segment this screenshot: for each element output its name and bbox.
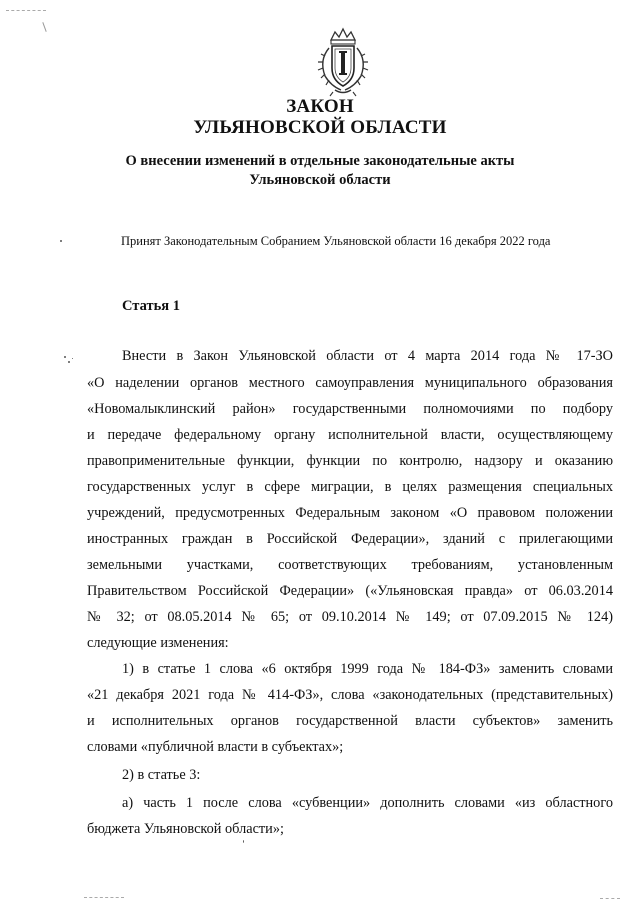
scan-mark-bottom [84, 897, 124, 899]
body-line: Внести в Закон Ульяновской области от 4 марта 2014 года № 17-ЗО [122, 348, 613, 364]
body-line: государственных услуг в сфере миграции, в целях размещения специальных [87, 479, 613, 495]
scan-mark-top [6, 10, 46, 12]
body-line: и передаче федеральному органу исполнительной власти, осуществляющему [87, 427, 613, 443]
article-heading: Статья 1 [122, 298, 180, 314]
body-line: Правительством Российской Федерации» («Ульяновская правда» от 06.03.2014 [87, 583, 613, 599]
amendment-subitem: а) часть 1 после слова «субвенции» дополнить словами «из областного [122, 795, 613, 811]
scan-speck [64, 356, 66, 358]
body-line: «О наделении органов местного самоуправления муниципального образования [87, 375, 613, 391]
body-line: иностранных граждан в Российской Федерации», зданий с прилегающими [87, 531, 613, 547]
scan-mark-bottom-right [600, 898, 620, 900]
amendment-item: 1) в статье 1 слова «6 октября 1999 года № 184-ФЗ» заменить словами [122, 661, 613, 677]
amendment-item: 2) в статье 3: [122, 767, 201, 783]
body-line: № 32; от 08.05.2014 № 65; от 09.10.2014 № 149; от 07.09.2015 № 124) [87, 609, 613, 625]
body-line: и исполнительных органов государственной власти субъектов» заменить [87, 713, 613, 729]
law-region: УЛЬЯНОВСКОЙ ОБЛАСТИ [193, 117, 447, 138]
scan-speck [60, 240, 62, 242]
body-line: «Новомалыклинский район» государственными полномочиями по подбору [87, 401, 613, 417]
body-line: следующие изменения: [87, 635, 229, 651]
scan-speck [72, 358, 73, 359]
body-line: учреждений, предусмотренных Федеральным законом «О правовом положении [87, 505, 613, 521]
coat-of-arms-icon [311, 26, 375, 98]
body-line: бюджета Ульяновской области»; [87, 821, 284, 837]
law-subject-line2: Ульяновской области [249, 172, 391, 188]
scan-speck [68, 361, 70, 363]
law-subject-line1: О внесении изменений в отдельные законодательные акты [125, 153, 515, 169]
body-line: правоприменительные функции, функции по контролю, надзору и оказанию [87, 453, 613, 469]
body-line: «21 декабря 2021 года № 414-ФЗ», слова «законодательных (представительных) [87, 687, 613, 703]
scan-speck [243, 840, 244, 843]
adoption-note: Принят Законодательным Собранием Ульяновской области 16 декабря 2022 года [121, 234, 551, 248]
body-line: словами «публичной власти в субъектах»; [87, 739, 344, 755]
law-title: ЗАКОН [286, 96, 354, 117]
scan-mark-tick [42, 22, 46, 32]
body-line: земельными участками, соответствующих требованиям, установленным [87, 557, 613, 573]
